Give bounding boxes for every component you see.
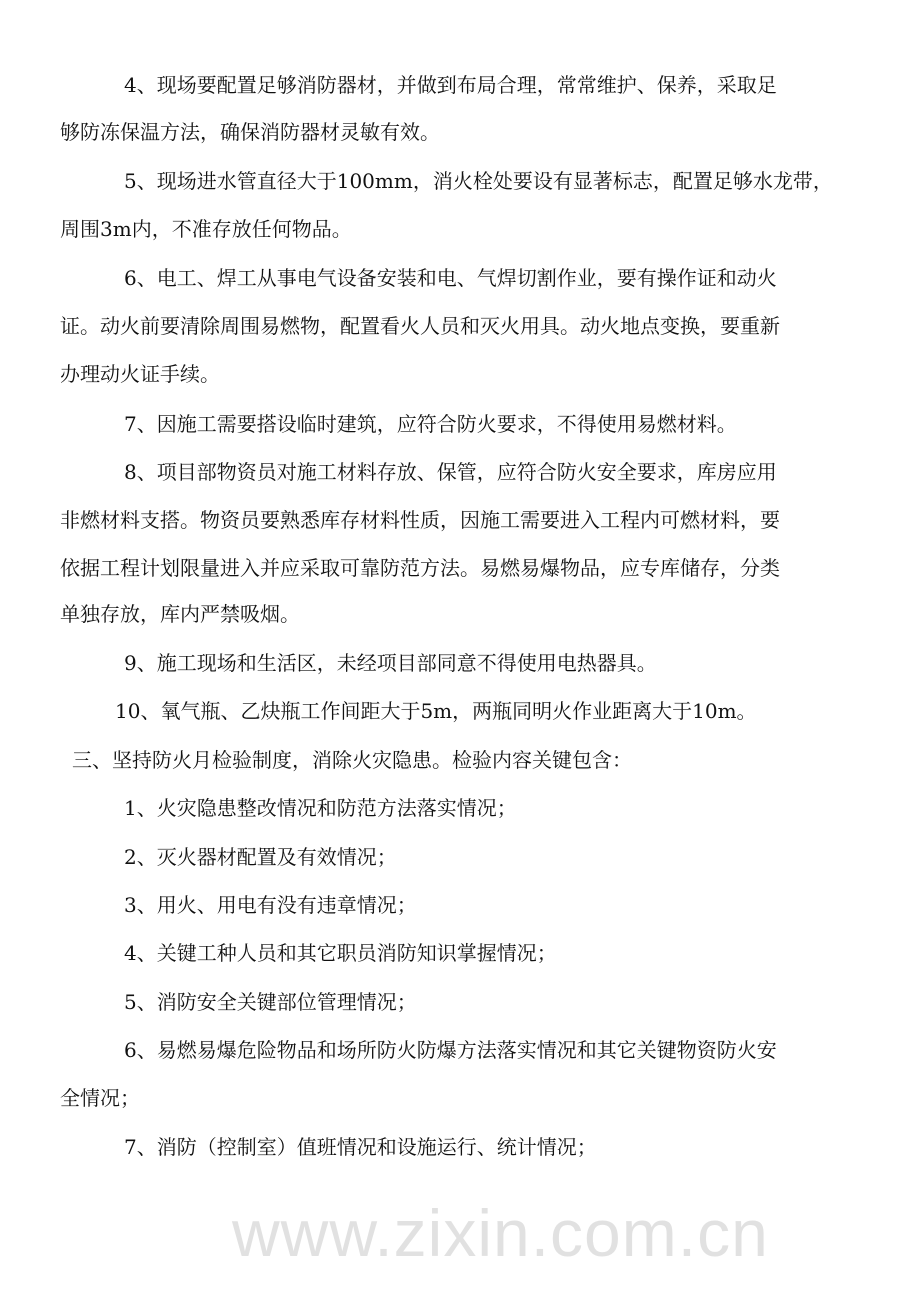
text-line: 办理动火证手续。 — [60, 362, 220, 386]
text-line: 2、灭火器材配置及有效情况； — [124, 845, 397, 869]
text-line: 周围3m内，不准存放任何物品。 — [60, 217, 352, 241]
text-line: 4、关键工种人员和其它职员消防知识掌握情况； — [124, 941, 557, 965]
section-heading: 三、坚持防火月检验制度，消除火灾隐患。检验内容关键包含： — [72, 748, 632, 772]
text-line: 4、现场要配置足够消防器材，并做到布局合理，常常维护、保养，采取足 — [124, 73, 777, 97]
text-line: 5、现场进水管直径大于100mm，消火栓处要设有显著标志，配置足够水龙带， — [124, 169, 833, 193]
text-line: 10、氧气瓶、乙炔瓶工作间距大于5m，两瓶同明火作业距离大于10m。 — [115, 699, 757, 723]
text-line: 1、火灾隐患整改情况和防范方法落实情况； — [124, 796, 517, 820]
text-line: 5、消防安全关键部位管理情况； — [124, 990, 417, 1014]
text-line: 非燃材料支搭。物资员要熟悉库存材料性质，因施工需要进入工程内可燃材料，要 — [60, 508, 780, 532]
text-line: 全情况； — [60, 1086, 140, 1110]
watermark: www.zixin.com.cn — [232, 1196, 769, 1270]
text-line: 6、电工、焊工从事电气设备安装和电、气焊切割作业，要有操作证和动火 — [124, 266, 777, 290]
text-line: 9、施工现场和生活区，未经项目部同意不得使用电热器具。 — [124, 651, 657, 675]
text-line: 7、消防（控制室）值班情况和设施运行、统计情况； — [124, 1135, 597, 1159]
text-line: 3、用火、用电有没有违章情况； — [124, 893, 417, 917]
text-line: 证。动火前要清除周围易燃物，配置看火人员和灭火用具。动火地点变换，要重新 — [60, 314, 780, 338]
text-line: 8、项目部物资员对施工材料存放、保管，应符合防火安全要求，库房应用 — [124, 460, 777, 484]
text-line: 6、易燃易爆危险物品和场所防火防爆方法落实情况和其它关键物资防火安 — [124, 1038, 777, 1062]
text-line: 单独存放，库内严禁吸烟。 — [60, 602, 300, 626]
text-line: 7、因施工需要搭设临时建筑，应符合防火要求，不得使用易燃材料。 — [124, 412, 737, 436]
text-line: 依据工程计划限量进入并应采取可靠防范方法。易燃易爆物品，应专库储存，分类 — [60, 556, 780, 580]
text-line: 够防冻保温方法，确保消防器材灵敏有效。 — [60, 120, 440, 144]
